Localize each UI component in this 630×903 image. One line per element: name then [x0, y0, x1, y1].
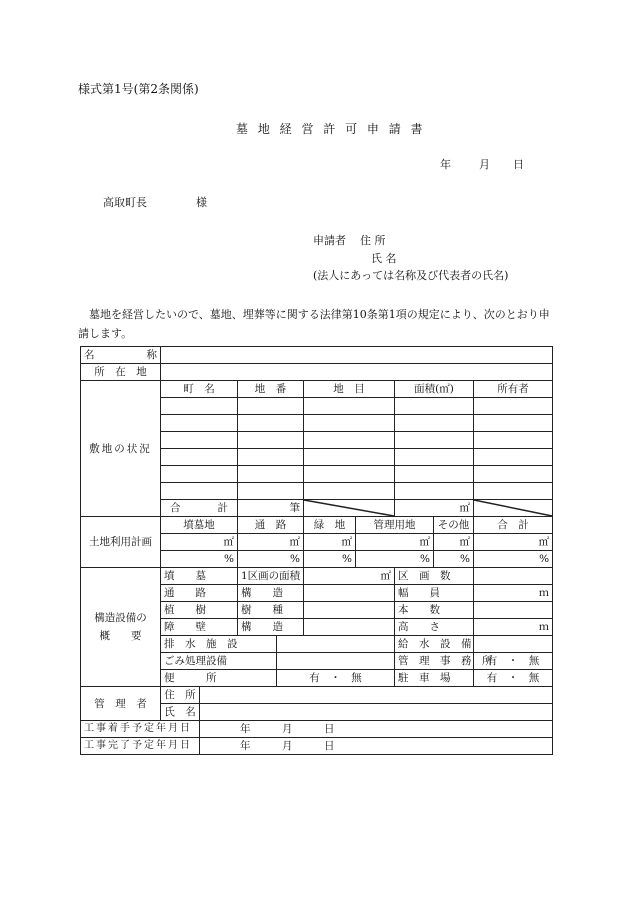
land-use-pct-unit[interactable]: % — [238, 551, 304, 568]
land-use-area-unit[interactable]: ㎡ — [356, 534, 434, 551]
structure-drainage-label: 排 水 施 設 — [161, 636, 277, 653]
structure-species-value[interactable] — [304, 602, 395, 619]
structure-sections-value[interactable] — [474, 568, 553, 585]
name-value[interactable] — [161, 347, 553, 364]
land-use-header-tomb: 墳墓地 — [161, 517, 238, 534]
structure-office-label: 管 理 事 務 所 — [395, 653, 474, 670]
structure-garbage-value[interactable] — [277, 653, 395, 670]
structure-barrier-construction-label: 構 造 — [238, 619, 304, 636]
manager-name-label: 氏 名 — [161, 704, 200, 721]
site-header-owner: 所有者 — [474, 381, 553, 398]
structure-passage-label: 通 路 — [161, 585, 238, 602]
land-use-pct-unit[interactable]: % — [474, 551, 553, 568]
structure-plot-area-unit[interactable]: ㎡ — [304, 568, 395, 585]
land-use-header-total: 合 計 — [474, 517, 553, 534]
structure-width-label: 幅 員 — [395, 585, 474, 602]
structure-barrier-construction-value[interactable] — [304, 619, 395, 636]
structure-tomb-label: 墳 墓 — [161, 568, 238, 585]
application-table — [80, 346, 553, 755]
manager-address-value[interactable] — [200, 687, 553, 704]
date-month: 月 — [479, 158, 490, 171]
site-header-town: 町 名 — [161, 381, 238, 398]
body-text: 墓地を経営したいので、墓地、埋葬等に関する法律第10条第1項の規定により、次のとおり申請します。 — [78, 308, 550, 340]
land-use-area-unit[interactable]: ㎡ — [474, 534, 553, 551]
structure-toilet-label: 便 所 — [161, 670, 277, 687]
land-use-header-green: 緑 地 — [304, 517, 356, 534]
structure-plot-area-label: 1区画の面積 — [238, 568, 304, 585]
structure-barrier-label: 障 壁 — [161, 619, 238, 636]
structure-count-value[interactable] — [474, 602, 553, 619]
land-use-pct-unit[interactable]: % — [304, 551, 356, 568]
structure-passage-construction-label: 構 造 — [238, 585, 304, 602]
applicant-address-label: 住 所 — [360, 234, 386, 247]
structure-office-yes-no[interactable]: 有 ・ 無 — [474, 653, 553, 670]
start-date-label: 工事着手予定年月日 — [81, 721, 200, 738]
date-day: 日 — [513, 158, 524, 171]
structure-water-label: 給 水 設 備 — [395, 636, 474, 653]
land-use-header-admin: 管理用地 — [356, 517, 434, 534]
land-use-pct-unit[interactable]: % — [161, 551, 238, 568]
site-label: 敷地の状況 — [81, 381, 161, 517]
land-use-label: 土地利用計画 — [81, 517, 161, 568]
name-label: 名 称 — [81, 347, 161, 364]
structure-label-line1: 構造設備の — [94, 612, 147, 624]
manager-address-label: 住 所 — [161, 687, 200, 704]
land-use-area-unit[interactable]: ㎡ — [434, 534, 474, 551]
manager-name-value[interactable] — [200, 704, 553, 721]
land-use-header-other: その他 — [434, 517, 474, 534]
form-id: 様式第1号(第2条関係) — [78, 82, 199, 96]
manager-label: 管 理 者 — [81, 687, 161, 721]
site-area-unit: ㎡ — [395, 500, 474, 517]
end-date-label: 工事完了予定年月日 — [81, 738, 200, 755]
date-year: 年 — [440, 158, 451, 171]
land-use-area-unit[interactable]: ㎡ — [238, 534, 304, 551]
structure-planting-label: 植 樹 — [161, 602, 238, 619]
applicant-name-label: 氏 名 — [371, 252, 397, 265]
site-header-area: 面積(㎡) — [395, 381, 474, 398]
location-value[interactable] — [161, 364, 553, 381]
applicant-note: (法人にあっては名称及び代表者の氏名) — [313, 269, 509, 282]
land-use-pct-unit[interactable]: % — [356, 551, 434, 568]
land-use-pct-unit[interactable]: % — [434, 551, 474, 568]
end-date-value[interactable]: 年 月 日 — [200, 738, 553, 755]
structure-water-value[interactable] — [474, 636, 553, 653]
site-header-lot: 地 番 — [238, 381, 304, 398]
structure-species-label: 樹 種 — [238, 602, 304, 619]
site-total-diagonal — [304, 500, 395, 517]
structure-count-label: 本 数 — [395, 602, 474, 619]
site-owner-diagonal — [474, 500, 553, 517]
structure-label-line2: 概 要 — [99, 630, 142, 642]
site-total-label: 合 計 — [161, 500, 238, 517]
structure-parking-label: 駐 車 場 — [395, 670, 474, 687]
addressee-name: 高取町長 — [103, 196, 147, 209]
structure-passage-construction-value[interactable] — [304, 585, 395, 602]
structure-width-unit[interactable]: ｍ — [474, 585, 553, 602]
site-parcels-unit: 筆 — [238, 500, 304, 517]
land-use-area-unit[interactable]: ㎡ — [161, 534, 238, 551]
structure-garbage-label: ごみ処理設備 — [161, 653, 277, 670]
land-use-header-passage: 通 路 — [238, 517, 304, 534]
structure-height-label: 高 さ — [395, 619, 474, 636]
location-label: 所 在 地 — [81, 364, 161, 381]
applicant-label: 申請者 — [313, 234, 346, 247]
addressee-honorific: 様 — [196, 196, 207, 209]
structure-height-unit[interactable]: ｍ — [474, 619, 553, 636]
structure-sections-label: 区 画 数 — [395, 568, 474, 585]
structure-drainage-value[interactable] — [277, 636, 395, 653]
structure-parking-yes-no[interactable]: 有 ・ 無 — [474, 670, 553, 687]
site-header-category: 地 目 — [304, 381, 395, 398]
start-date-value[interactable]: 年 月 日 — [200, 721, 553, 738]
structure-label — [81, 568, 161, 687]
land-use-area-unit[interactable]: ㎡ — [304, 534, 356, 551]
form-title: 墓 地 経 営 許 可 申 請 書 — [236, 122, 426, 136]
structure-toilet-yes-no[interactable]: 有 ・ 無 — [277, 670, 395, 687]
